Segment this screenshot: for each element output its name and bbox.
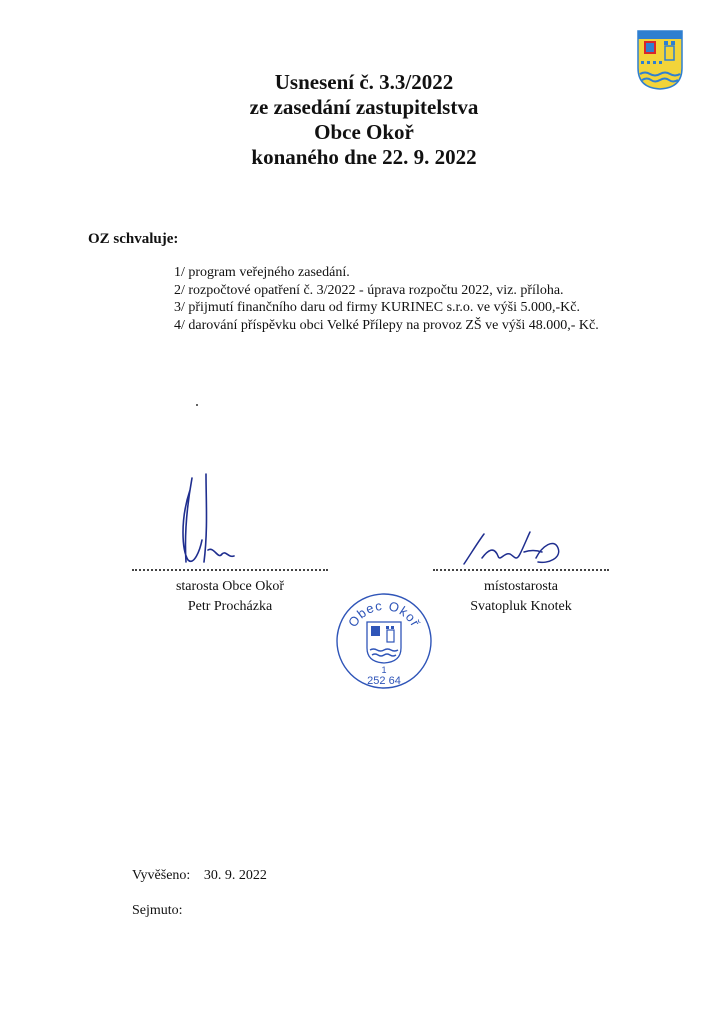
mayor-role: starosta Obce Okoř [175,579,285,594]
removed-row [132,903,183,919]
title-line-4: konaného dne 22. 9. 2022 [251,145,477,169]
list-item: 2/ rozpočtové opatření č. 3/2022 - úprava rozpočtu 2022, viz. příloha. [174,282,564,298]
speck [196,404,198,406]
removed-label: Sejmuto: [132,903,183,918]
signature-line-right [433,569,609,571]
mayor-signature [170,470,240,570]
list-item: 1/ program veřejného zasedání. [174,265,350,280]
deputy-name: Svatopluk Knotek [470,599,572,614]
list-item: 3/ přijmutí finančního daru od firmy KURINEC s.r.o. ve výši 5.000,-Kč. [174,300,580,315]
document-title [0,70,728,170]
deputy-role: místostarosta [484,579,558,594]
approves-heading: OZ schvaluje: [88,231,179,247]
stamp-number: 1 [381,665,387,675]
title-line-3: Obce Okoř [314,120,414,144]
posted-row [132,868,267,884]
posted-label: Vyvěšeno: [132,868,191,883]
title-line-2: ze zasedání zastupitelstva [249,95,479,119]
mayor-name: Petr Procházka [187,599,273,614]
resolution-list [174,264,599,334]
signature-line-left [132,569,328,571]
official-stamp [334,592,434,690]
stamp-crest-icon [367,622,401,663]
stamp-top-text: Obec Okoř [344,597,424,630]
title-line-1: Usnesení č. 3.3/2022 [274,70,454,94]
list-item: 4/ darování příspěvku obci Velké Přílepy na provoz ZŠ ve výši 48.000,- Kč. [174,317,599,333]
stamp-postcode: 252 64 [367,675,401,687]
posted-date: 30. 9. 2022 [203,868,267,883]
deputy-signature [458,528,568,572]
